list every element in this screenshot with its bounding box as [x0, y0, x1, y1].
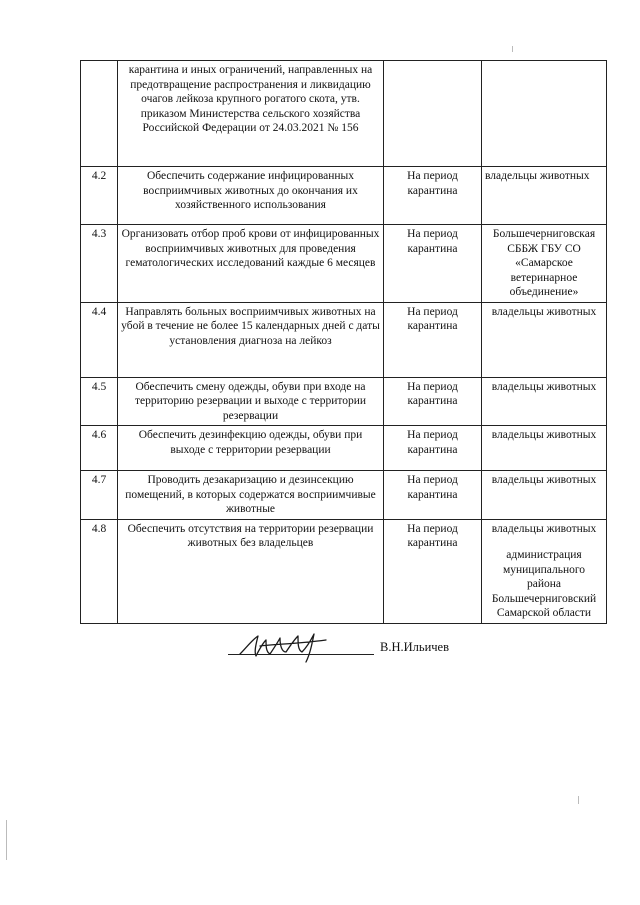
measure-term: На период карантина: [384, 167, 482, 225]
measure-text: Обеспечить смену одежды, обуви при входе на территорию резервации и выходе с территории резервации: [118, 377, 384, 426]
handwritten-signature: [236, 626, 336, 666]
scan-mark: [6, 820, 7, 860]
measure-text: Обеспечить отсутствия на территории резервации животных без владельцев: [118, 519, 384, 623]
signature-line: [228, 654, 374, 655]
measure-term: На период карантина: [384, 377, 482, 426]
row-number: 4.8: [81, 519, 118, 623]
measure-term: [384, 61, 482, 167]
measure-text: Направлять больных восприимчивых животных на убой в течение не более 15 календарных дней с даты установления диагноза на лейкоз: [118, 302, 384, 377]
measure-responsible: владельцы животных: [482, 167, 607, 225]
row-number: 4.7: [81, 471, 118, 520]
measure-responsible-secondary: администрация муниципального района Большечерниговский Самарской области: [491, 549, 597, 619]
measure-text: карантина и иных ограничений, направленных на предотвращение распространения и ликвидацию очагов лейкоза крупного рогатого скота, утв. приказом Министерства сельского хозяйства Российской Федерации от 24.03.2021 № 156: [118, 61, 384, 167]
measure-responsible: владельцы животных: [482, 471, 607, 520]
row-number: 4.6: [81, 426, 118, 471]
measures-table: [80, 60, 607, 624]
table-row: [81, 519, 607, 623]
table-row: [81, 167, 607, 225]
row-number: 4.3: [81, 225, 118, 303]
scan-mark: [578, 796, 579, 804]
measure-responsible: владельцы животных: [482, 426, 607, 471]
measure-term: На период карантина: [384, 302, 482, 377]
measure-responsible: владельцы животных: [491, 522, 597, 535]
measure-text: Организовать отбор проб крови от инфицированных восприимчивых животных для проведения гематологических исследований каждые 6 месяцев: [118, 225, 384, 303]
table-row: [81, 302, 607, 377]
signatory-name: В.Н.Ильичев: [380, 640, 450, 654]
measure-responsible: владельцы животных: [482, 377, 607, 426]
measure-text: Обеспечить содержание инфицированных восприимчивых животных до окончания их хозяйственного использования: [118, 167, 384, 225]
measure-text: Проводить дезакаризацию и дезинсекцию помещений, в которых содержатся восприимчивые животные: [118, 471, 384, 520]
measure-term: На период карантина: [384, 426, 482, 471]
table-row: [81, 471, 607, 520]
row-number: 4.5: [81, 377, 118, 426]
measure-term: На период карантина: [384, 471, 482, 520]
row-number: 4.2: [81, 167, 118, 225]
row-number: 4.4: [81, 302, 118, 377]
row-number: [81, 61, 118, 167]
measure-responsible: владельцы животных: [482, 302, 607, 377]
measure-text: Обеспечить дезинфекцию одежды, обуви при выходе с территории резервации: [118, 426, 384, 471]
scan-mark: [512, 46, 513, 52]
measure-term: На период карантина: [384, 519, 482, 623]
measure-term: На период карантина: [384, 225, 482, 303]
measure-responsible-cell: [482, 519, 607, 623]
table-row: [81, 377, 607, 426]
table-row: [81, 426, 607, 471]
measure-responsible: Большечерниговская СББЖ ГБУ СО «Самарское ветеринарное объединение»: [482, 225, 607, 303]
measure-responsible: [482, 61, 607, 167]
table-row: [81, 61, 607, 167]
spacer: [485, 536, 603, 548]
table-row: [81, 225, 607, 303]
